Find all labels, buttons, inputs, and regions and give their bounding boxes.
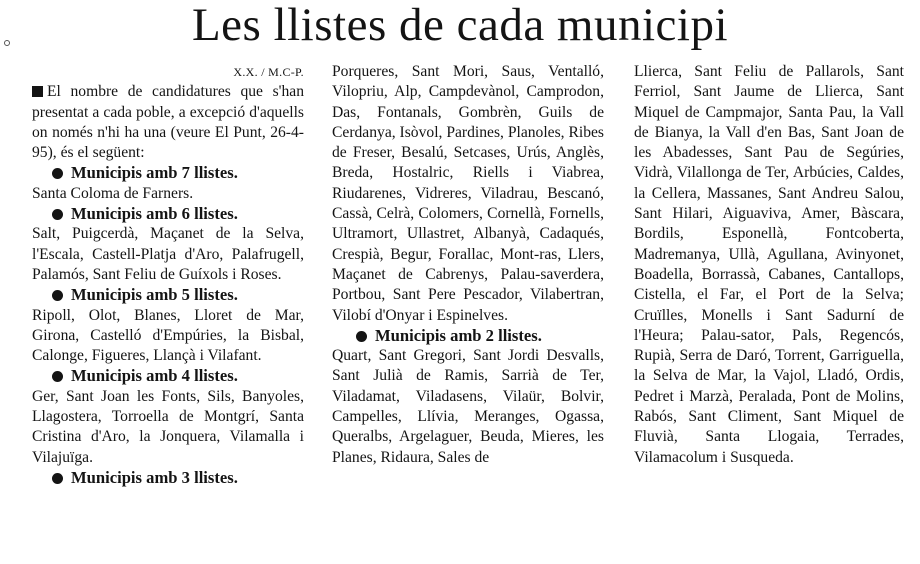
- section-heading-3: Municipis amb 3 llistes.: [32, 468, 304, 488]
- bullet-icon: [52, 209, 63, 220]
- section-text-3: Porqueres, Sant Mori, Saus, Ventalló, Vilopriu, Alp, Campdevànol, Camprodon, Das, Fontanals, Gombrèn, Guils de Cerdanya, Isòvol, Pardines, Planoles, Ribes de Freser, Besalú, Setcases, Urús, Anglès, Breda, Hostalric, Riells i Viabrea, Riudarenes, Vidreres, Viladrau, Bescanó, Cassà, Celrà, Colomers, Cornellà, Fornells, Ultramort, Ullastret, Albanyà, Cadaqués, Crespià, Begur, Forallac, Mont-ras, Llers, Maçanet de Cabrenys, Palau-saverdera, Portbou, Sant Pere Pescador, Vilabertran, Vilobí d'Onyar i Espinelves.: [332, 63, 604, 324]
- headline: Les llistes de cada municipi: [191, 0, 729, 51]
- section-text-6: Salt, Puigcerdà, Maçanet de la Selva, l'Escala, Castell-Platja d'Aro, Palafrugell, Palamós, Sant Feliu de Guíxols i Roses.: [32, 225, 304, 283]
- article-column-3: [634, 62, 904, 468]
- section-text-4: Ger, Sant Joan les Fonts, Sils, Banyoles, Llagostera, Torroella de Montgrí, Santa Cristina d'Aro, la Jonquera, Vilamalla i Vilajuïga.: [32, 387, 304, 466]
- bullet-icon: [52, 371, 63, 382]
- section-heading-5: Municipis amb 5 llistes.: [32, 285, 304, 305]
- section-heading-2: Municipis amb 2 llistes.: [332, 326, 604, 346]
- section-text-5: Ripoll, Olot, Blanes, Lloret de Mar, Girona, Castelló d'Empúries, la Bisbal, Calonge, Figueres, Llançà i Vilafant.: [32, 306, 304, 365]
- bullet-icon: [52, 290, 63, 301]
- bullet-icon: [356, 331, 367, 342]
- section-heading-4: Municipis amb 4 llistes.: [32, 366, 304, 386]
- section-heading-6: Municipis amb 6 llistes.: [32, 204, 304, 224]
- intro-paragraph: [32, 82, 304, 163]
- lead-square-icon: [32, 86, 43, 97]
- byline: X.X. / M.C-P.: [233, 65, 304, 79]
- article-column-2: [332, 62, 604, 468]
- section-text-2-part-2: Llierca, Sant Feliu de Pallarols, Sant Ferriol, Sant Jaume de Llierca, Sant Miquel de Campmajor, Santa Pau, la Vall de Bianya, la Vall d'en Bas, Sant Joan de les Abadesses, Sant Pau de Segúries, Vidrà, Vilallonga de Ter, Arbúcies, Caldes, la Cellera, Massanes, Sant Andreu Salou, Sant Hilari, Aiguaviva, Amer, Bàscara, Bordils, Esponellà, Fontcoberta, Madremanya, Ullà, Agullana, Avinyonet, Boadella, Borrassà, Cabanes, Cantallops, Cistella, el Far, el Port de la Selva; Cruïlles, Monells i Sant Sadurní de l'Heura; Palau-sator, Pals, Regencós, Rupià, Serra de Daró, Torrent, Garriguella, la Selva de Mar, la Vajol, Lladó, Ordis, Pedret i Marzà, Peralada, Pont de Molins, Rabós, Sant Climent, Sant Miquel de Fluvià, Santa Llogaia, Terrades, Vilamacolum i Susqueda.: [634, 63, 904, 466]
- intro-text: El nombre de candidatures que s'han presentat a cada poble, a excepció d'aquells on només n'hi ha una (veure El Punt, 26-4-95), és el següent:: [32, 83, 304, 162]
- section-text-2-part-1: Quart, Sant Gregori, Sant Jordi Desvalls, Sant Julià de Ramis, Sarrià de Ter, Viladamat, Viladasens, Vilaür, Bolvir, Campelles, Llívia, Meranges, Ogassa, Queralbs, Argelaguer, Beuda, Mieres, les Planes, Ridaura, Sales de: [332, 347, 604, 466]
- section-text-7: Santa Coloma de Farners.: [32, 184, 194, 202]
- article-column-1: [32, 62, 304, 488]
- bullet-icon: [52, 473, 63, 484]
- section-heading-7: Municipis amb 7 llistes.: [32, 163, 304, 183]
- print-speck: [4, 40, 10, 46]
- bullet-icon: [52, 168, 63, 179]
